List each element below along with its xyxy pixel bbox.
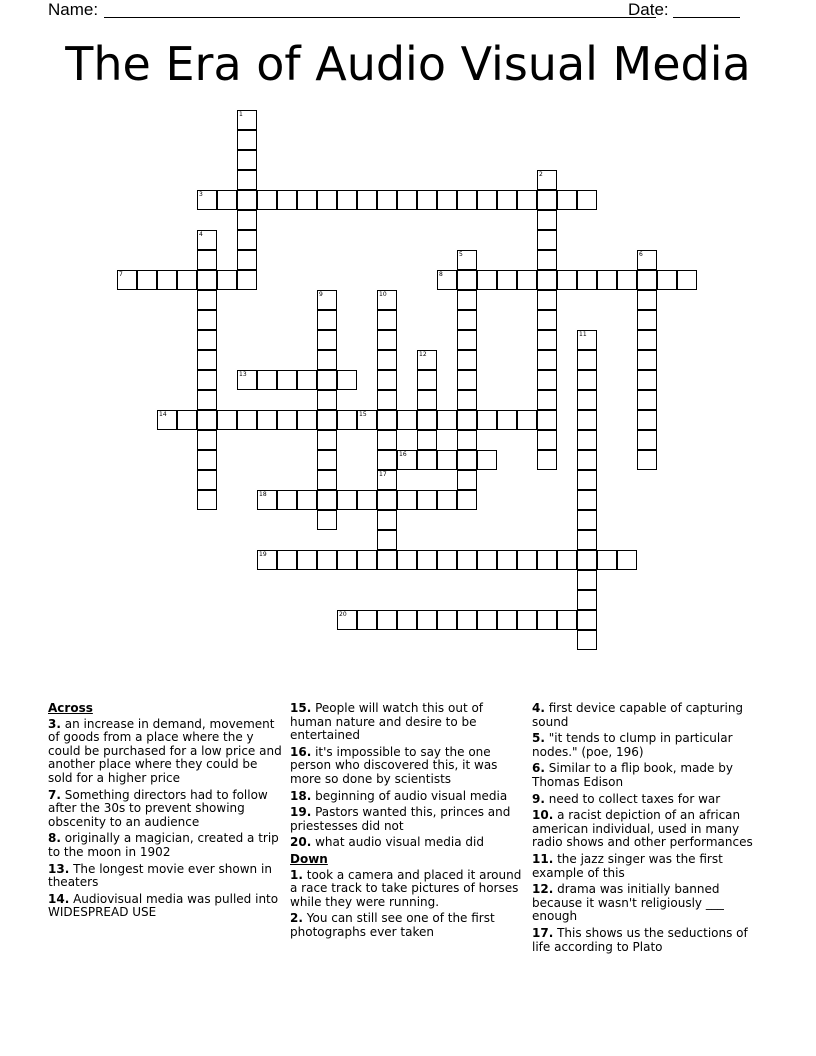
grid-cell[interactable] [577,410,597,430]
grid-cell[interactable] [457,310,477,330]
across-clue [48,718,284,786]
grid-cell[interactable] [457,490,477,510]
grid-cell[interactable] [497,410,517,430]
clue-text: This shows us the seductions of life according to Plato [532,925,748,954]
down-clue [290,912,526,939]
grid-cell[interactable] [637,250,657,270]
grid-cell[interactable] [617,550,637,570]
grid-cell[interactable] [417,450,437,470]
grid-cell[interactable] [317,290,337,310]
clue-text: beginning of audio visual media [311,788,508,803]
grid-cell[interactable] [417,610,437,630]
grid-cell[interactable] [317,450,337,470]
grid-cell[interactable] [517,410,537,430]
clue-number: 19 [259,551,267,558]
grid-cell[interactable] [637,330,657,350]
grid-cell[interactable] [237,190,257,210]
grid-cell[interactable] [537,610,557,630]
grid-cell[interactable] [537,430,557,450]
grid-cell[interactable] [417,490,437,510]
grid-cell[interactable] [637,430,657,450]
grid-cell[interactable] [357,190,377,210]
grid-cell[interactable] [237,130,257,150]
grid-cell[interactable] [317,350,337,370]
grid-cell[interactable] [197,190,217,210]
grid-cell[interactable] [277,550,297,570]
grid-cell[interactable] [237,170,257,190]
clue-number: 2 [539,171,543,178]
clue-text: originally a magician, created a trip to the moon in 1902 [48,831,279,859]
clue-text: it's impossible to say the one person who discovered this, it was more so done by scientists [290,744,498,786]
down-heading: Down [290,851,328,866]
grid-cell[interactable] [257,370,277,390]
grid-cell[interactable] [237,230,257,250]
grid-cell[interactable] [157,270,177,290]
clue-text: drama was initially banned because it wasn't religiously ___ enough [532,882,724,924]
grid-cell[interactable] [637,390,657,410]
clue-number: 14 [159,411,167,418]
clue-number: 17 [379,471,387,478]
grid-cell[interactable] [197,410,217,430]
clue-text: took a camera and placed it around a race track to take pictures of horses while they were running. [290,867,522,909]
grid-cell[interactable] [317,410,337,430]
grid-cell[interactable] [237,410,257,430]
clue-num: 14. [48,891,70,906]
grid-cell[interactable] [397,490,417,510]
across-clue [290,836,526,850]
grid-cell[interactable] [537,550,557,570]
grid-cell[interactable] [637,450,657,470]
grid-cell[interactable] [557,550,577,570]
grid-cell[interactable] [377,510,397,530]
grid-cell[interactable] [537,370,557,390]
grid-cell[interactable] [197,250,217,270]
grid-cell[interactable] [537,310,557,330]
grid-cell[interactable] [457,270,477,290]
grid-cell[interactable] [197,490,217,510]
grid-cell[interactable] [637,410,657,430]
grid-cell[interactable] [417,410,437,430]
grid-cell[interactable] [197,310,217,330]
clue-num: 7. [48,787,61,802]
grid-cell[interactable] [597,270,617,290]
grid-cell[interactable] [597,550,617,570]
clue-text: Something directors had to follow after the 30s to prevent showing obscenity to an audience [48,787,268,829]
grid-cell[interactable] [297,370,317,390]
clue-number: 15 [359,411,367,418]
grid-cell[interactable] [537,390,557,410]
grid-cell[interactable] [257,410,277,430]
grid-cell[interactable] [577,350,597,370]
grid-cell[interactable] [397,450,417,470]
grid-cell[interactable] [537,350,557,370]
across-clue [48,863,284,890]
grid-cell[interactable] [457,610,477,630]
grid-cell[interactable] [537,210,557,230]
down-clue [532,793,768,807]
grid-cell[interactable] [517,270,537,290]
grid-cell[interactable] [537,170,557,190]
clue-num: 19. [290,805,312,820]
clue-number: 4 [199,231,203,238]
clue-num: 8. [48,831,61,846]
grid-cell[interactable] [137,270,157,290]
grid-cell[interactable] [377,410,397,430]
grid-cell[interactable] [537,410,557,430]
grid-cell[interactable] [517,190,537,210]
grid-cell[interactable] [437,610,457,630]
clue-text: need to collect taxes for war [544,791,721,806]
grid-cell[interactable] [197,230,217,250]
grid-cell[interactable] [237,250,257,270]
clue-num: 2. [290,911,303,926]
across-clue [290,746,526,787]
grid-cell[interactable] [437,450,457,470]
clue-num: 1. [290,867,303,882]
clue-number: 7 [119,271,123,278]
grid-cell[interactable] [517,550,537,570]
grid-cell[interactable] [637,350,657,370]
grid-cell[interactable] [497,550,517,570]
clue-num: 9. [532,791,545,806]
grid-cell[interactable] [637,370,657,390]
clue-text: Audiovisual media was pulled into WIDESPREAD USE [48,891,279,920]
grid-cell[interactable] [537,330,557,350]
grid-cell[interactable] [577,190,597,210]
grid-cell[interactable] [577,630,597,650]
grid-cell[interactable] [457,390,477,410]
down-clue [532,732,768,759]
grid-cell[interactable] [197,470,217,490]
grid-cell[interactable] [297,550,317,570]
grid-cell[interactable] [457,350,477,370]
name-label: Name: [48,0,99,19]
grid-cell[interactable] [477,190,497,210]
grid-cell[interactable] [437,270,457,290]
grid-cell[interactable] [377,470,397,490]
grid-cell[interactable] [457,250,477,270]
grid-cell[interactable] [377,610,397,630]
grid-cell[interactable] [417,370,437,390]
grid-cell[interactable] [477,550,497,570]
grid-cell[interactable] [277,190,297,210]
clue-number: 3 [199,191,203,198]
grid-cell[interactable] [357,610,377,630]
grid-cell[interactable] [477,270,497,290]
grid-cell[interactable] [457,550,477,570]
across-clue [48,789,284,830]
across-clue [48,832,284,859]
grid-cell[interactable] [317,330,337,350]
grid-cell[interactable] [677,270,697,290]
grid-cell[interactable] [637,270,657,290]
grid-cell[interactable] [457,290,477,310]
grid-cell[interactable] [577,470,597,490]
clue-num: 10. [532,808,554,823]
grid-cell[interactable] [417,550,437,570]
grid-cell[interactable] [577,530,597,550]
grid-cell[interactable] [397,190,417,210]
grid-cell[interactable] [497,610,517,630]
across-clue [290,702,526,743]
down-clue [532,809,768,850]
page-title: The Era of Audio Visual Media [65,37,751,91]
grid-cell[interactable] [317,490,337,510]
grid-cell[interactable] [357,410,377,430]
grid-cell[interactable] [337,610,357,630]
grid-cell[interactable] [397,610,417,630]
grid-cell[interactable] [257,490,277,510]
grid-cell[interactable] [417,430,437,450]
clue-number: 5 [459,251,463,258]
grid-cell[interactable] [337,370,357,390]
down-clue [532,927,768,954]
grid-cell[interactable] [317,470,337,490]
clue-text: a racist depiction of an african american individual, used in many radio shows and other performances [532,808,753,850]
clue-number: 9 [319,291,323,298]
grid-cell[interactable] [377,370,397,390]
grid-cell[interactable] [317,510,337,530]
grid-cell[interactable] [197,350,217,370]
grid-cell[interactable] [237,110,257,130]
grid-cell[interactable] [557,610,577,630]
grid-cell[interactable] [317,370,337,390]
clue-number: 12 [419,351,427,358]
down-clue [532,883,768,924]
grid-cell[interactable] [277,410,297,430]
clue-num: 13. [48,861,70,876]
grid-cell[interactable] [197,330,217,350]
grid-cell[interactable] [477,410,497,430]
grid-cell[interactable] [577,490,597,510]
grid-cell[interactable] [377,450,397,470]
grid-cell[interactable] [577,570,597,590]
clue-text: People will watch this out of human nature and desire to be entertained [290,701,484,743]
grid-cell[interactable] [457,450,477,470]
across-clue [48,893,284,920]
grid-cell[interactable] [237,150,257,170]
grid-cell[interactable] [197,370,217,390]
clues-column-1 [48,702,284,923]
grid-cell[interactable] [237,370,257,390]
grid-cell[interactable] [237,270,257,290]
grid-cell[interactable] [377,490,397,510]
grid-cell[interactable] [197,430,217,450]
grid-cell[interactable] [577,510,597,530]
grid-cell[interactable] [577,550,597,570]
grid-cell[interactable] [217,410,237,430]
grid-cell[interactable] [537,250,557,270]
grid-cell[interactable] [317,390,337,410]
grid-cell[interactable] [337,190,357,210]
grid-cell[interactable] [497,270,517,290]
clue-num: 11. [532,851,554,866]
down-clue [532,702,768,729]
clue-text: "it tends to clump in particular nodes." (poe, 196) [532,731,733,759]
clue-text: what audio visual media did [311,835,484,850]
grid-cell[interactable] [577,370,597,390]
grid-cell[interactable] [317,430,337,450]
grid-cell[interactable] [177,410,197,430]
clue-number: 11 [579,331,587,338]
down-clue [290,869,526,910]
clue-num: 18. [290,788,312,803]
grid-cell[interactable] [637,310,657,330]
grid-cell[interactable] [397,410,417,430]
grid-cell[interactable] [377,350,397,370]
grid-cell[interactable] [297,410,317,430]
clue-num: 6. [532,761,545,776]
clue-number: 20 [339,611,347,618]
clue-text: an increase in demand, movement of goods from a place where the y could be purchased for a low price and another place where they could be sold for a higher price [48,716,282,785]
grid-cell[interactable] [457,430,477,450]
grid-cell[interactable] [557,190,577,210]
clue-number: 1 [239,111,243,118]
clue-num: 5. [532,731,545,746]
clue-num: 20. [290,835,312,850]
grid-cell[interactable] [257,190,277,210]
grid-cell[interactable] [617,270,637,290]
clue-text: Similar to a flip book, made by Thomas Edison [532,761,733,789]
grid-cell[interactable] [577,390,597,410]
grid-cell[interactable] [357,490,377,510]
grid-cell[interactable] [237,210,257,230]
grid-cell[interactable] [437,410,457,430]
grid-cell[interactable] [377,530,397,550]
grid-cell[interactable] [537,230,557,250]
clue-num: 12. [532,882,554,897]
grid-cell[interactable] [537,270,557,290]
grid-cell[interactable] [457,190,477,210]
grid-cell[interactable] [317,550,337,570]
grid-cell[interactable] [457,370,477,390]
clue-text: the jazz singer was the first example of this [532,851,723,880]
grid-cell[interactable] [517,610,537,630]
clue-number: 13 [239,371,247,378]
grid-cell[interactable] [197,450,217,470]
grid-cell[interactable] [477,610,497,630]
grid-cell[interactable] [577,610,597,630]
grid-cell[interactable] [577,330,597,350]
grid-cell[interactable] [377,390,397,410]
clue-text: first device capable of capturing sound [532,701,744,729]
grid-cell[interactable] [417,190,437,210]
grid-cell[interactable] [437,550,457,570]
grid-cell[interactable] [357,550,377,570]
clue-num: 16. [290,744,312,759]
across-clue [290,806,526,833]
grid-cell[interactable] [117,270,137,290]
clue-number: 8 [439,271,443,278]
across-heading: Across [48,701,93,715]
grid-cell[interactable] [457,330,477,350]
down-clue [532,762,768,789]
grid-cell[interactable] [477,450,497,470]
grid-cell[interactable] [437,490,457,510]
grid-cell[interactable] [277,490,297,510]
clue-number: 16 [399,451,407,458]
grid-cell[interactable] [417,350,437,370]
clue-num: 15. [290,701,312,715]
clue-num: 4. [532,701,545,715]
grid-cell[interactable] [577,430,597,450]
grid-cell[interactable] [377,550,397,570]
grid-cell[interactable] [197,270,217,290]
across-clue [290,790,526,804]
grid-cell[interactable] [637,290,657,310]
grid-cell[interactable] [297,190,317,210]
grid-cell[interactable] [577,270,597,290]
grid-cell[interactable] [197,390,217,410]
grid-cell[interactable] [537,290,557,310]
grid-cell[interactable] [417,390,437,410]
down-clue [532,853,768,880]
grid-cell[interactable] [377,190,397,210]
grid-cell[interactable] [457,410,477,430]
grid-cell[interactable] [557,270,577,290]
grid-cell[interactable] [277,370,297,390]
grid-cell[interactable] [337,550,357,570]
clues-column-3 [532,702,768,957]
grid-cell[interactable] [577,450,597,470]
grid-cell[interactable] [537,450,557,470]
clue-num: 3. [48,716,61,731]
grid-cell[interactable] [337,410,357,430]
grid-cell[interactable] [217,190,237,210]
grid-cell[interactable] [297,490,317,510]
grid-cell[interactable] [437,190,457,210]
clue-text: Pastors wanted this, princes and priestesses did not [290,805,511,833]
clue-number: 18 [259,491,267,498]
grid-cell[interactable] [397,550,417,570]
grid-cell[interactable] [257,550,277,570]
grid-cell[interactable] [377,330,397,350]
clue-number: 10 [379,291,387,298]
grid-cell[interactable] [457,470,477,490]
grid-cell[interactable] [657,270,677,290]
grid-cell[interactable] [497,190,517,210]
grid-cell[interactable] [377,430,397,450]
grid-cell[interactable] [177,270,197,290]
grid-cell[interactable] [577,590,597,610]
clues-column-2 [290,702,526,943]
clue-text: The longest movie ever shown in theaters [48,861,272,890]
grid-cell[interactable] [217,270,237,290]
grid-cell[interactable] [317,190,337,210]
clue-num: 17. [532,925,554,940]
grid-cell[interactable] [197,290,217,310]
clue-number: 6 [639,251,643,258]
grid-cell[interactable] [157,410,177,430]
grid-cell[interactable] [377,290,397,310]
grid-cell[interactable] [337,490,357,510]
clue-text: You can still see one of the first photographs ever taken [290,911,495,939]
grid-cell[interactable] [537,190,557,210]
grid-cell[interactable] [377,310,397,330]
date-label: Date: [628,0,669,19]
grid-cell[interactable] [317,310,337,330]
